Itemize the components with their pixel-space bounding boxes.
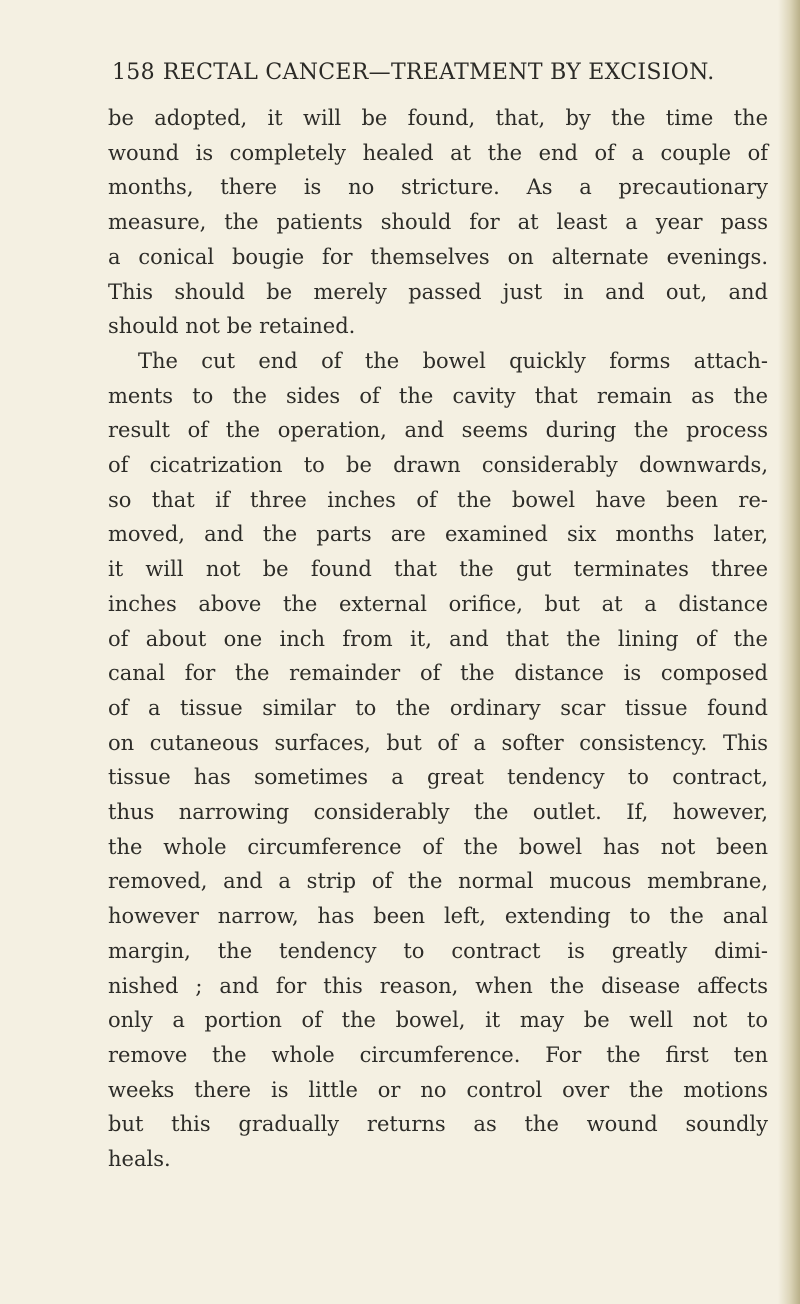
text-line: thus narrowing considerably the outlet. If, however, [108,800,768,825]
text-line: ments to the sides of the cavity that remain as the [108,383,768,408]
text-line: on cutaneous surfaces, but of a softer consistency. This [108,730,768,755]
text-line: of a tissue similar to the ordinary scar tissue found [108,695,768,720]
text-line: only a portion of the bowel, it may be well not to [108,1008,768,1033]
text-line: it will not be found that the gut terminates three [108,557,768,582]
text-line: weeks there is little or no control over the motions [108,1077,768,1102]
text-line: of cicatrization to be drawn considerably downwards, [108,453,768,478]
running-header [112,60,715,85]
text-line: so that if three inches of the bowel have been re- [108,487,768,512]
text-line: result of the operation, and seems during the process [108,418,768,443]
text-line: but this gradually returns as the wound soundly [108,1112,768,1137]
text-line: removed, and a strip of the normal mucous membrane, [108,869,768,894]
text-line: however narrow, has been left, extending to the anal [108,904,768,929]
text-line: inches above the external orifice, but at a distance [108,591,768,616]
text-line: remove the whole circumference. For the first ten [108,1042,768,1067]
text-line: heals. [108,1147,171,1172]
text-line: nished ; and for this reason, when the disease affects [108,973,768,998]
page-edge-shadow [778,0,800,1304]
running-title: RECTAL CANCER—TREATMENT BY EXCISION. [162,60,715,85]
text-line: canal for the remainder of the distance is composed [108,661,768,686]
text-line: of about one inch from it, and that the lining of the [108,626,768,651]
text-line: a conical bougie for themselves on alternate evenings. [108,244,768,269]
text-line: measure, the patients should for at least a year pass [108,210,768,235]
text-line: wound is completely healed at the end of a couple of [108,140,768,165]
text-line: margin, the tendency to contract is greatly dimi- [108,938,768,963]
text-line: the whole circumference of the bowel has not been [108,834,768,859]
text-line: months, there is no stricture. As a precautionary [108,175,768,200]
text-line: should not be retained. [108,314,356,339]
body-text [108,101,768,1177]
page-number: 158 [112,60,155,85]
text-line: be adopted, it will be found, that, by the time the [108,106,768,130]
text-line: The cut end of the bowel quickly forms attach- [138,348,768,373]
text-line: moved, and the parts are examined six months later, [108,522,768,547]
text-line: tissue has sometimes a great tendency to contract, [108,765,768,790]
text-line: This should be merely passed just in and out, and [108,279,768,304]
